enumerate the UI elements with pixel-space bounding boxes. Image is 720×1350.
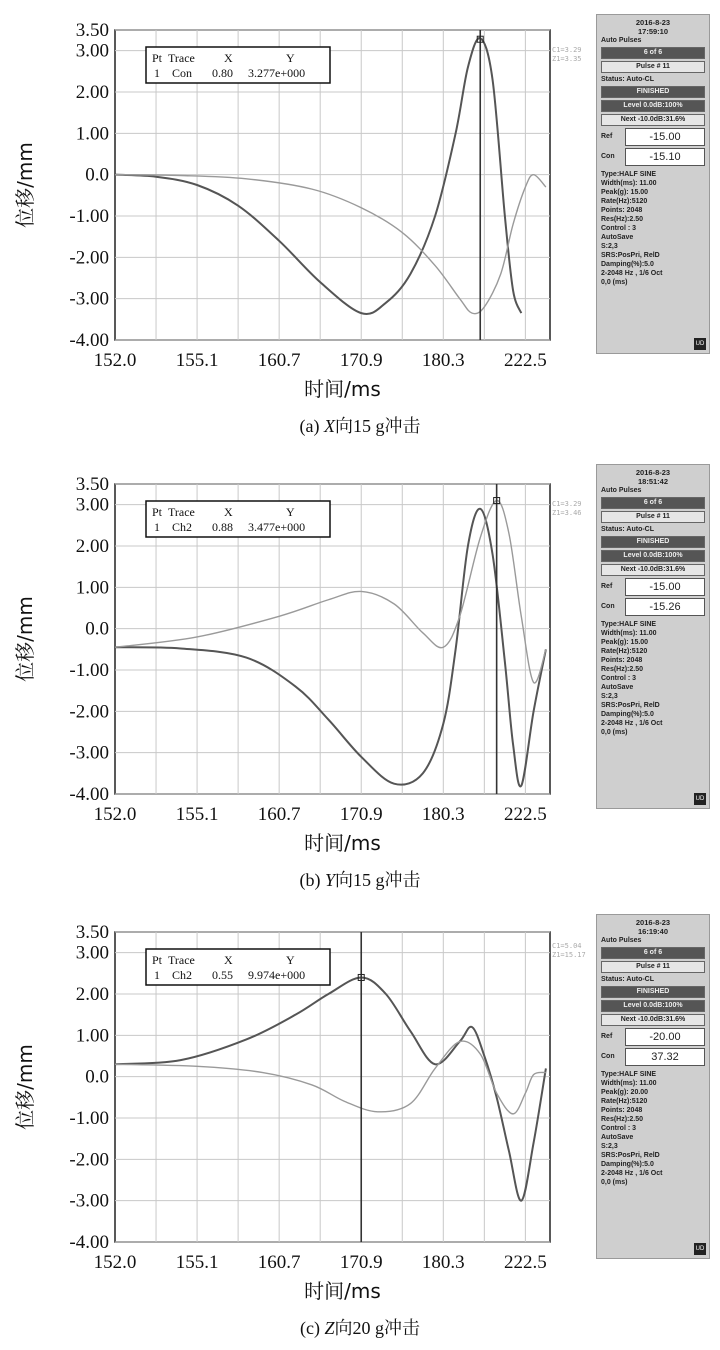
cursor-line: Z1=3.35 [552,55,582,63]
y-tick-label: 2.00 [75,984,109,1005]
control-panel [596,914,710,1259]
info-line: Damping(%):5.0 [601,711,654,718]
info-line: 0,0 (ms) [601,1179,628,1186]
readout-header-trace: Trace [168,505,195,519]
readout-pt: 1 [154,66,160,80]
info-line: Rate(Hz):5120 [601,198,648,205]
info-line: 0,0 (ms) [601,729,628,736]
pulse-number: Pulse # 11 [601,511,705,523]
readout-header-x: X [224,505,233,519]
info-line: Width(ms): 11.00 [601,630,657,637]
ref-label: Ref [601,583,613,590]
info-list [601,1070,705,1187]
readout-x: 0.55 [212,968,233,982]
y-tick-label: 3.50 [75,922,109,943]
figure-caption: (b) Y向15 g冲击 [299,870,421,890]
status-label: Status: Auto-CL [601,76,655,83]
y-tick-label: 2.00 [75,536,109,557]
readout-x: 0.80 [212,66,233,80]
info-line: SRS:PosPri, RelD [601,252,660,259]
info-line: 0,0 (ms) [601,279,628,286]
y-axis-label: 位移/mm [13,142,37,228]
info-line: S:2,3 [601,1143,618,1150]
figure-caption: (c) Z向20 g冲击 [300,1318,420,1338]
auto-pulses-label: Auto Pulses [601,487,642,494]
y-tick-label: 0.0 [85,1066,109,1088]
y-tick-label: -4.00 [69,1232,109,1253]
info-line: SRS:PosPri, RelD [601,1152,660,1159]
ref-value: -15.00 [625,578,705,596]
readout-header-y: Y [286,953,295,967]
vendor-logo-icon: UD [694,338,706,350]
info-list [601,620,705,737]
con-label: Con [601,603,615,610]
ref-label: Ref [601,133,613,140]
chart-panel-b [0,454,720,902]
info-line: Res(Hz):2.50 [601,1116,644,1123]
ref-label: Ref [601,1033,613,1040]
readout-y: 9.974e+000 [248,968,306,982]
readout-header-pt: Pt [152,505,163,519]
info-line: Rate(Hz):5120 [601,1098,648,1105]
readout-header-trace: Trace [168,953,195,967]
next-level: Next -10.0dB:31.6% [601,114,705,126]
y-tick-label: 0.0 [85,618,109,640]
y-tick-label: 3.50 [75,20,109,41]
cursor-readout [552,46,582,64]
status-label: Status: Auto-CL [601,526,655,533]
x-axis-label: 时间/ms [304,831,381,855]
info-line: SRS:PosPri, RelD [601,702,660,709]
cursor-line: C1=3.29 [552,46,582,54]
info-line: S:2,3 [601,693,618,700]
pulse-count: 6 of 6 [601,947,705,959]
level-badge: Level 0.0dB:100% [601,1000,705,1012]
x-axis-label: 时间/ms [304,377,381,401]
x-tick-label: 170.9 [339,1252,383,1273]
y-tick-label: -3.00 [69,742,109,764]
info-line: Res(Hz):2.50 [601,666,644,673]
info-line: Rate(Hz):5120 [601,648,648,655]
readout-trace: Con [172,66,193,80]
panel-date: 2016-8-23 [635,18,671,27]
info-line: 2-2048 Hz , 1/6 Oct [601,270,663,277]
finished-badge: FINISHED [601,536,705,548]
auto-pulses-label: Auto Pulses [601,37,642,44]
y-tick-label: 3.00 [75,40,109,62]
x-tick-label: 160.7 [257,1252,301,1273]
finished-badge: FINISHED [601,986,705,998]
pulse-number: Pulse # 11 [601,961,705,973]
info-line: Points: 2048 [601,1107,643,1114]
readout-pt: 1 [154,968,160,982]
cursor-line: C1=5.04 [552,942,582,950]
info-line: Width(ms): 11.00 [601,1080,657,1087]
con-value: -15.26 [625,598,705,616]
vendor-logo-icon: UD [694,1243,706,1255]
readout-header-y: Y [286,505,295,519]
info-line: Res(Hz):2.50 [601,216,644,223]
y-axis-label: 位移/mm [13,596,37,682]
cursor-line: C1=3.29 [552,500,582,508]
con-value: 37.32 [625,1048,705,1066]
x-tick-label: 155.1 [175,804,219,825]
y-tick-label: 1.00 [75,577,109,599]
info-line: Type:HALF SINE [601,171,657,178]
readout-y: 3.277e+000 [248,66,306,80]
readout-trace: Ch2 [172,520,193,534]
next-level: Next -10.0dB:31.6% [601,1014,705,1026]
x-tick-label: 152.0 [93,1252,137,1273]
cursor-line: Z1=3.46 [552,509,582,517]
y-tick-label: -1.00 [69,206,109,227]
con-label: Con [601,1053,615,1060]
panel-time: 17:59:10 [637,27,669,36]
con-value: -15.10 [625,148,705,166]
pulse-number: Pulse # 11 [601,61,705,73]
y-tick-label: -4.00 [69,330,109,351]
x-tick-label: 152.0 [93,350,137,371]
info-line: Type:HALF SINE [601,1071,657,1078]
panel-date: 2016-8-23 [635,468,671,477]
control-panel [596,14,710,354]
x-tick-label: 180.3 [421,804,465,825]
status-label: Status: Auto-CL [601,976,655,983]
x-tick-label: 180.3 [421,350,465,371]
readout-pt: 1 [154,520,160,534]
y-tick-label: -2.00 [69,701,109,723]
y-tick-label: 1.00 [75,123,109,145]
panel-date: 2016-8-23 [635,918,671,927]
x-tick-label: 155.1 [175,350,219,371]
y-tick-label: -2.00 [69,247,109,269]
info-line: AutoSave [601,684,634,691]
y-tick-label: -1.00 [69,660,109,681]
x-axis-label: 时间/ms [304,1279,381,1303]
info-line: Type:HALF SINE [601,621,657,628]
y-tick-label: -3.00 [69,288,109,310]
info-list [601,170,705,287]
readout-header-pt: Pt [152,51,163,65]
info-line: Points: 2048 [601,207,643,214]
info-line: Peak(g): 15.00 [601,639,649,646]
x-tick-label: 180.3 [421,1252,465,1273]
readout-trace: Ch2 [172,968,193,982]
info-line: AutoSave [601,1134,634,1141]
x-tick-label: 170.9 [339,804,383,825]
readout-y: 3.477e+000 [248,520,306,534]
readout-x: 0.88 [212,520,233,534]
chart-panel-c [0,902,720,1350]
info-line: Control : 3 [601,675,636,682]
readout-header-trace: Trace [168,51,195,65]
x-tick-label: 152.0 [93,804,137,825]
y-tick-label: 3.50 [75,474,109,495]
panel-time: 16:19:40 [637,927,669,936]
info-line: Peak(g): 20.00 [601,1089,649,1096]
info-line: 2-2048 Hz , 1/6 Oct [601,1170,663,1177]
info-line: Damping(%):5.0 [601,1161,654,1168]
level-badge: Level 0.0dB:100% [601,100,705,112]
pulse-count: 6 of 6 [601,47,705,59]
x-tick-label: 170.9 [339,350,383,371]
x-tick-label: 155.1 [175,1252,219,1273]
x-tick-label: 222.5 [504,804,547,825]
ref-value: -20.00 [625,1028,705,1046]
finished-badge: FINISHED [601,86,705,98]
panel-time: 18:51:42 [637,477,669,486]
pulse-count: 6 of 6 [601,497,705,509]
x-tick-label: 160.7 [257,350,301,371]
info-line: 2-2048 Hz , 1/6 Oct [601,720,663,727]
y-axis-label: 位移/mm [13,1044,37,1130]
info-line: S:2,3 [601,243,618,250]
readout-header-x: X [224,953,233,967]
chart-panel-a [0,0,720,448]
y-tick-label: -1.00 [69,1108,109,1129]
info-line: Control : 3 [601,225,636,232]
y-tick-label: -3.00 [69,1190,109,1212]
info-line: Damping(%):5.0 [601,261,654,268]
y-tick-label: -4.00 [69,784,109,805]
x-tick-label: 222.5 [504,350,547,371]
cursor-readout [552,500,582,518]
readout-header-pt: Pt [152,953,163,967]
y-tick-label: 3.00 [75,942,109,964]
vendor-logo-icon: UD [694,793,706,805]
x-tick-label: 222.5 [504,1252,547,1273]
cursor-line: Z1=15.17 [552,951,586,959]
info-line: Control : 3 [601,1125,636,1132]
info-line: Points: 2048 [601,657,643,664]
auto-pulses-label: Auto Pulses [601,937,642,944]
y-tick-label: 1.00 [75,1025,109,1047]
x-tick-label: 160.7 [257,804,301,825]
next-level: Next -10.0dB:31.6% [601,564,705,576]
y-tick-label: 0.0 [85,164,109,186]
figure-caption: (a) X向15 g冲击 [299,416,421,436]
con-label: Con [601,153,615,160]
y-tick-label: 3.00 [75,494,109,516]
cursor-readout [552,942,586,960]
info-line: Width(ms): 11.00 [601,180,657,187]
y-tick-label: -2.00 [69,1149,109,1171]
info-line: AutoSave [601,234,634,241]
ref-value: -15.00 [625,128,705,146]
control-panel [596,464,710,809]
readout-header-x: X [224,51,233,65]
info-line: Peak(g): 15.00 [601,189,649,196]
readout-header-y: Y [286,51,295,65]
level-badge: Level 0.0dB:100% [601,550,705,562]
y-tick-label: 2.00 [75,82,109,103]
